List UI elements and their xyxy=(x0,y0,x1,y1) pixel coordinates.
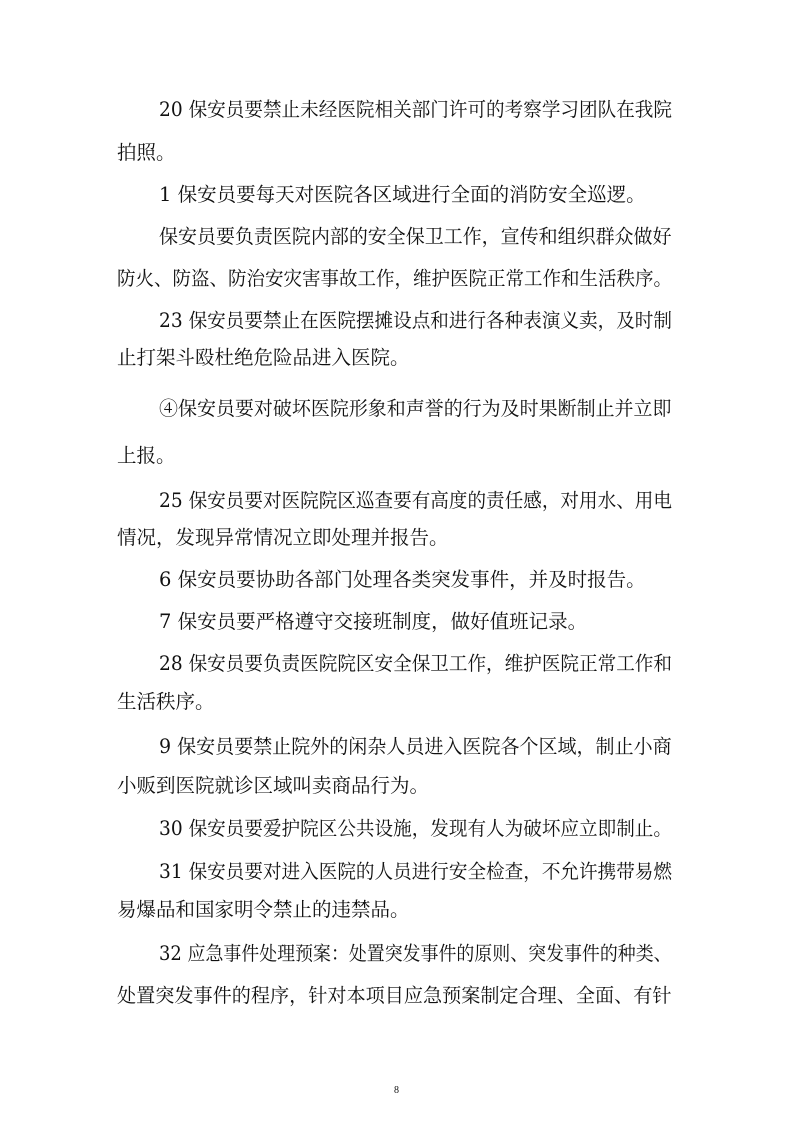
paragraph-line: 止打架斗殴杜绝危险品进入医院。 xyxy=(117,346,410,369)
page-number: 8 xyxy=(394,1085,399,1096)
paragraph-line: 23 保安员要禁止在医院摆摊设点和进行各种表演义卖，及时制 xyxy=(159,309,672,332)
paragraph-line: 易爆品和国家明令禁止的违禁品。 xyxy=(117,898,410,921)
paragraph-line: 拍照。 xyxy=(117,141,176,164)
paragraph-line: 处置突发事件的程序，针对本项目应急预案制定合理、全面、有针 xyxy=(117,984,672,1007)
paragraph-line: 上报。 xyxy=(117,444,176,467)
paragraph-line: 1 保安员要每天对医院各区域进行全面的消防安全巡逻。 xyxy=(159,183,646,206)
paragraph-line: 32 应急事件处理预案：处置突发事件的原则、突发事件的种类、 xyxy=(159,942,672,965)
paragraph-line: 7 保安员要严格遵守交接班制度，做好值班记录。 xyxy=(159,610,588,633)
paragraph-line: 防火、防盗、防治安灾害事故工作，维护医院正常工作和生活秩序。 xyxy=(117,267,673,290)
paragraph-line: 9 保安员要禁止院外的闲杂人员进入医院各个区域，制止小商 xyxy=(159,735,672,758)
paragraph-line: 6 保安员要协助各部门处理各类突发事件，并及时报告。 xyxy=(159,568,646,591)
paragraph-line: ④保安员要对破坏医院形象和声誉的行为及时果断制止并立即 xyxy=(159,397,672,420)
paragraph-line: 生活秩序。 xyxy=(117,690,215,713)
paragraph-line: 情况，发现异常情况立即处理并报告。 xyxy=(117,526,449,549)
paragraph-line: 30 保安员要爱护院区公共设施，发现有人为破坏应立即制止。 xyxy=(159,817,672,840)
paragraph-line: 25 保安员要对医院院区巡查要有高度的责任感，对用水、用电 xyxy=(159,489,672,512)
paragraph-line: 31 保安员要对进入医院的人员进行安全检查，不允许携带易燃 xyxy=(159,860,672,883)
paragraph-line: 28 保安员要负责医院院区安全保卫工作，维护医院正常工作和 xyxy=(159,652,672,675)
paragraph-line: 小贩到医院就诊区域叫卖商品行为。 xyxy=(117,774,430,797)
paragraph-line: 20 保安员要禁止未经医院相关部门许可的考察学习团队在我院 xyxy=(159,98,672,121)
paragraph-line: 保安员要负责医院内部的安全保卫工作，宣传和组织群众做好 xyxy=(159,225,672,248)
